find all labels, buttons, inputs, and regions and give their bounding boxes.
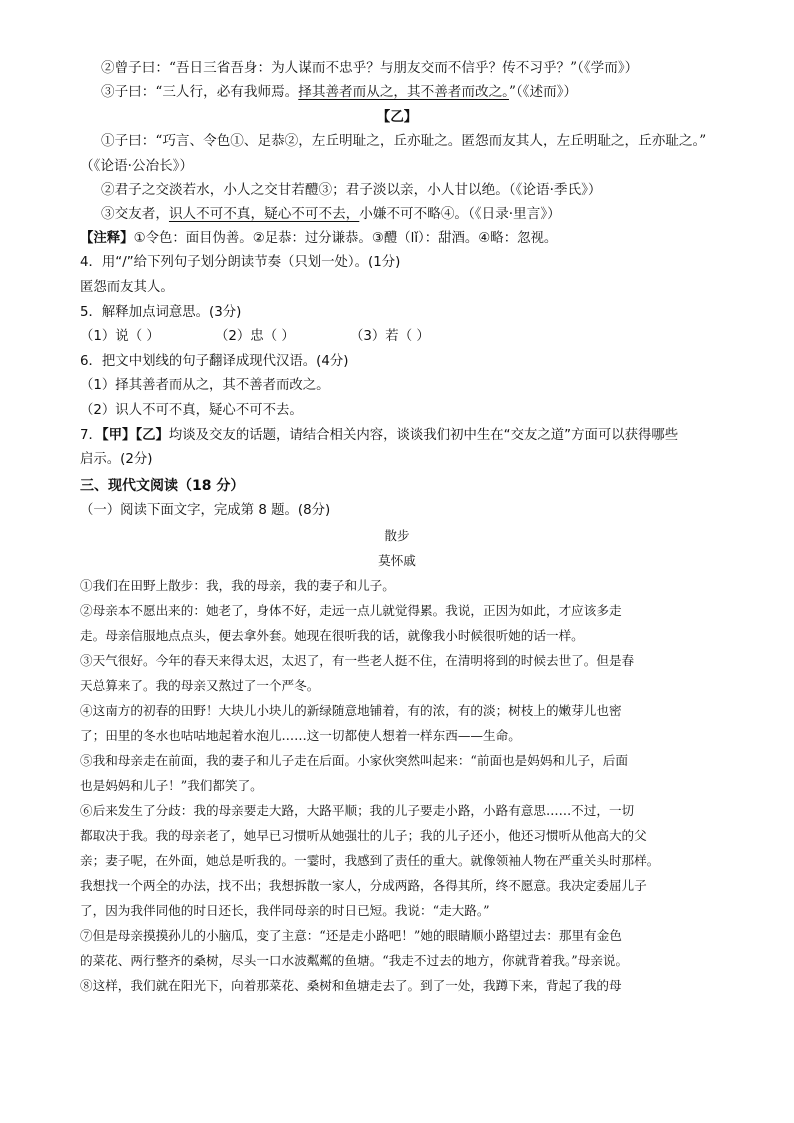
jia-line-3-underlined: 择其善者而从之，其不善者而改之。 [298, 84, 509, 101]
article-line: 天总算来了。我的母亲又熬过了一个严冬。 [80, 678, 320, 694]
article-line: ⑦但是母亲摸摸孙儿的小脑瓜，变了主意：“还是走小路吧！”她的眼睛顺小路望过去：那里有金色 [80, 928, 622, 944]
question-7 [80, 424, 714, 449]
jia-line-2: ②曾子曰：“吾日三省吾身：为人谋而不忠乎？与朋友交而不信乎？传不习乎？”（《学而》） [101, 60, 639, 76]
article-line: ④这南方的初春的田野！大块儿小块儿的新绿随意地铺着，有的浓，有的淡；树枝上的嫩芽儿也密 [80, 703, 622, 719]
question-6: 6．把文中划线的句子翻译成现代汉语。(4分) [80, 353, 349, 369]
article-line: ⑧这样，我们就在阳光下，向着那菜花、桑树和鱼塘走去了。到了一处，我蹲下来，背起了我的母 [80, 978, 622, 994]
question-5-item-2: （2）忠（ ） [215, 329, 295, 345]
yi-line-3-pre: ③交友者， [101, 206, 169, 223]
article-line: ①我们在田野上散步：我，我的母亲，我的妻子和儿子。 [80, 578, 395, 594]
question-6-item-1: （1）择其善者而从之，其不善者而改之。 [80, 378, 330, 394]
notes [80, 227, 714, 252]
yi-line-1-source: （《论语·公冶长》） [80, 157, 194, 174]
jia-line-3-source: ”（《述而》） [508, 84, 578, 101]
article-author: 莫怀戚 [378, 553, 416, 569]
notes-label: 【注释】 [80, 230, 134, 246]
jia-line-3 [80, 80, 714, 104]
question-5: 5．解释加点词意思。(3分) [80, 304, 242, 320]
question-7-tag: 【甲】【乙】 [101, 427, 169, 443]
question-5-item-1: （1）说（ ） [80, 329, 160, 345]
question-4-sentence: 匿怨而友其人。 [80, 280, 174, 296]
article-line: ⑥后来发生了分歧：我的母亲要走大路，大路平顺；我的儿子要走小路，小路有意思……不过，一切 [80, 803, 635, 819]
article-line: 都取决于我。我的母亲老了，她早已习惯听从她强壮的儿子；我的儿子还小，他还习惯听从他高大的父 [80, 828, 647, 844]
article-line: 了，因为我伴同他的时日还长，我伴同母亲的时日已短。我说：“走大路。” [80, 903, 490, 919]
article-line: 走。母亲信服地点点头，便去拿外套。她现在很听我的话，就像我小时候很听她的话一样。 [80, 628, 584, 644]
jia-line-3-pre: ③子曰：“三人行，必有我师焉。 [101, 84, 299, 101]
article-line: 的菜花、两行整齐的桑树，尽头一口水波粼粼的鱼塘。“我走不过去的地方，你就背着我。”母亲说。 [80, 953, 629, 969]
yi-heading: 【乙】 [376, 108, 418, 125]
yi-line-2: ②君子之交淡若水，小人之交甘若醴③；君子淡以亲，小人甘以绝。（《论语·季氏》） [101, 182, 602, 199]
notes-text: ①令色：面目伪善。②足恭：过分谦恭。③醴（lǐ）：甜酒。④略：忽视。 [133, 230, 558, 246]
article-line: 我想找一个两全的办法，找不出；我想拆散一家人，分成两路，各得其所，终不愿意。我决定委屈儿子 [80, 878, 647, 894]
yi-line-3-underlined: 识人不可不真，疑心不可不去， [168, 206, 360, 223]
question-7-text: 均谈及交友的话题，请结合相关内容，谈谈我们初中生在“交友之道”方面可以获得哪些 [168, 427, 679, 443]
article-title: 散步 [384, 528, 410, 544]
yi-line-3 [80, 202, 714, 226]
section-3-subtitle: （一）阅读下面文字，完成第 8 题。(8分) [80, 502, 331, 518]
article-line: ⑤我和母亲走在前面，我的妻子和儿子走在后面。小家伙突然叫起来：“前面也是妈妈和儿子，后面 [80, 753, 628, 769]
article-line: 也是妈妈和儿子！”我们都笑了。 [80, 778, 263, 794]
section-3-title: 三、现代文阅读（18 分） [80, 477, 245, 494]
question-5-items [80, 325, 714, 350]
question-7-number: 7． [80, 427, 102, 443]
article-line: ②母亲本不愿出来的：她老了，身体不好，走远一点儿就觉得累。我说，正因为如此，才应该多走 [80, 603, 622, 619]
question-7-cont: 启示。(2分) [80, 452, 153, 468]
yi-line-3-post: 小嫌不可不略④。（《日录·里言》） [359, 206, 561, 223]
article-line: ③天气很好。今年的春天来得太迟，太迟了，有一些老人挺不住，在清明将到的时候去世了。但是春 [80, 653, 635, 669]
question-6-item-2: （2）识人不可不真，疑心不可不去。 [80, 403, 303, 418]
article-line: 亲；妻子呢，在外面，她总是听我的。一霎时，我感到了责任的重大。就像领袖人物在严重关头时那样。 [80, 853, 660, 869]
question-5-item-3: （3）若（ ） [350, 329, 430, 345]
article-line: 了；田里的冬水也咕咕地起着水泡儿……这一切都使人想着一样东西——生命。 [80, 728, 521, 744]
article-body [80, 573, 714, 998]
question-4: 4．用“/”给下列句子划分朗读节奏（只划一处）。(1分) [80, 255, 401, 271]
yi-line-1: ①子曰：“巧言、令色①、足恭②，左丘明耻之，丘亦耻之。匿怨而友其人，左丘明耻之，丘亦耻之。” [101, 133, 707, 150]
